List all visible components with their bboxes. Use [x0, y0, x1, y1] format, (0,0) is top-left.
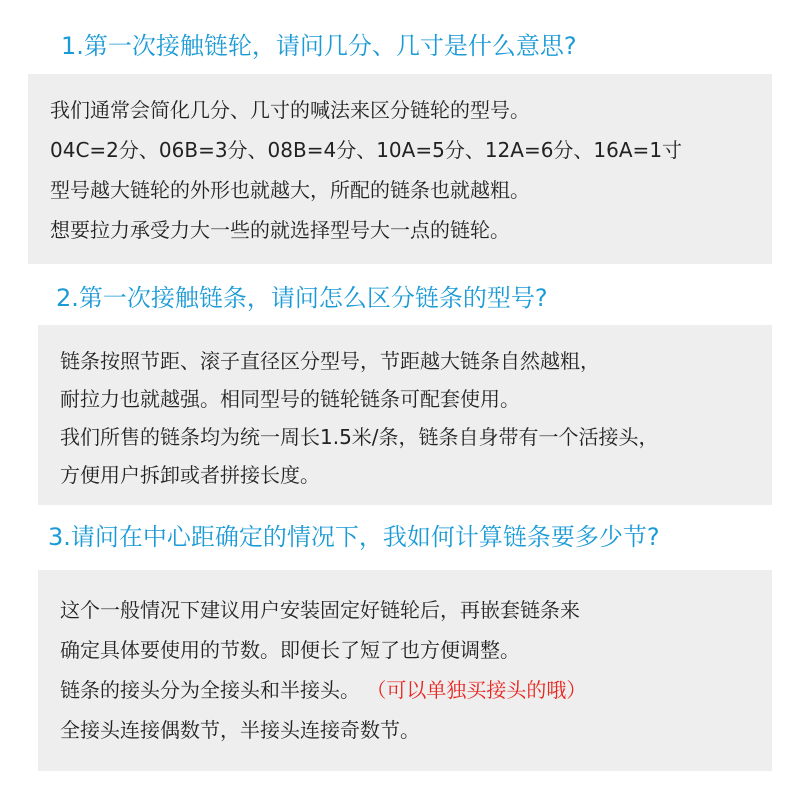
answer-2-box [38, 325, 772, 505]
answer-2-line-2: 耐拉力也就越强。相同型号的链轮链条可配套使用。 [60, 387, 520, 411]
question-1-heading: 1.第一次接触链轮，请问几分、几寸是什么意思? [61, 32, 577, 60]
answer-3-line-4: 全接头连接偶数节，半接头连接奇数节。 [60, 718, 420, 742]
answer-3-note: （可以单独买接头的哦） [366, 678, 587, 702]
answer-3-box [38, 570, 772, 771]
answer-2-line-3: 我们所售的链条均为统一周长1.5米/条，链条自身带有一个活接头， [60, 425, 659, 449]
answer-3-line-1: 这个一般情况下建议用户安装固定好链轮后，再嵌套链条来 [60, 598, 580, 622]
answer-3-line-3-text: 链条的接头分为全接头和半接头。 [60, 678, 360, 702]
answer-3-line-3 [60, 670, 772, 710]
question-2-heading: 2.第一次接触链条，请问怎么区分链条的型号? [56, 284, 548, 312]
question-3-heading: 3.请问在中心距确定的情况下，我如何计算链条要多少节? [48, 523, 660, 551]
answer-2-line-4: 方便用户拆卸或者拼接长度。 [60, 463, 320, 487]
answer-3-line-2: 确定具体要使用的节数。即便长了短了也方便调整。 [60, 638, 520, 662]
answer-1-box [28, 74, 772, 264]
answer-1-line-1: 我们通常会简化几分、几寸的喊法来区分链轮的型号。 [50, 98, 530, 122]
answer-2-line-1: 链条按照节距、滚子直径区分型号，节距越大链条自然越粗， [60, 349, 600, 373]
answer-1-line-4: 想要拉力承受力大一些的就选择型号大一点的链轮。 [50, 218, 510, 242]
answer-1-line-2: 04C=2分、06B=3分、08B=4分、10A=5分、12A=6分、16A=1寸 [50, 138, 683, 162]
answer-1-line-3: 型号越大链轮的外形也就越大，所配的链条也就越粗。 [50, 178, 530, 202]
